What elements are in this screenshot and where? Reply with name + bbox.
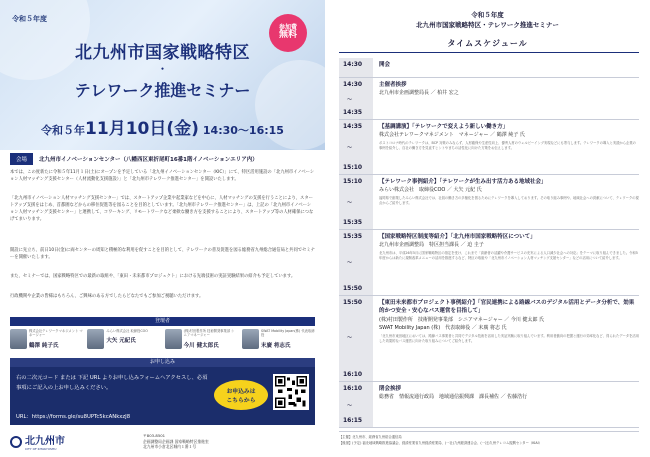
row-heading: 主催者挨拶 (379, 82, 407, 88)
row-body (373, 230, 639, 295)
schedule-row (339, 78, 639, 120)
schedule-row (339, 120, 639, 175)
row-heading: 【テレワーク事例紹介】「テレワークが生み出す活力ある地域社会」 (379, 179, 547, 185)
speaker-name: 大矢 元紀氏 (106, 338, 136, 345)
flyer-back (325, 0, 650, 457)
right-title: 北九州市国家戦略特区・テレワーク推進セミナー (416, 21, 559, 29)
footer-addr-line2: 企画調整局企画課 国家戦略特区推進室 (143, 438, 209, 444)
credits-organizer: 【主催】北九州市、総務省九州総合通信局 (339, 435, 402, 439)
speaker-name: 鶴澤 純子氏 (29, 342, 59, 349)
row-speaker: みらい株式会社 取締役COO ／ 大矢 元紀 氏 (379, 187, 482, 194)
row-description: ポストコロナ時代のテレワークは、BCP 対策のみならず、人材確保や生産性向上、優秀人材のウェルビーイング実現などにも寄与します。テレワークの導入と実践から企業の事例を紹介し、自社の働き方を見直すヒントやまちの活性化に向けた方策をお伝えします。 (379, 141, 636, 151)
row-speaker: 北九州市企画調整局長 ／ 柏井 宏之 (379, 90, 459, 97)
time-end: 14:35 (343, 109, 363, 116)
intro-paragraph-1: 本では、この度新たに令和５年11月１日(土)にオープンを予定している「北九州イノベーションセンター（KIC）」にて、特区活用施設の「北九州市イノベーション人材マッチング支援センター（人材流動化支援施設）」と「北九州市テレワーク推進センター」を開設いたします。 (10, 170, 315, 182)
speaker-org: 株式会社テレワークマネジメント マネージャー (29, 329, 83, 338)
time-start: 15:10 (343, 178, 363, 185)
row-body (373, 382, 639, 427)
footer-city-en: CITY OF KITAKYUSHU (25, 447, 57, 451)
speaker-card (10, 329, 83, 349)
apply-text: 右の二次元コード または 下記 URL よりお申し込みフォームへアクセスし、必須事項にご記入の上お申し込みください。 (16, 375, 208, 391)
schedule-row (339, 230, 639, 296)
row-speaker: 株式会社テレワークマネジメント マネージャー ／ 鶴澤 純子 氏 (379, 132, 525, 139)
row-body (373, 296, 639, 381)
venue-label: 会場 (10, 153, 33, 165)
title-line2: テレワーク推進セミナー (74, 81, 251, 100)
time-start: 15:50 (343, 299, 363, 306)
intro-paragraph-4: また、セミナーでは、国家戦略特区での最新の取組や、「東田・未来都市プロジェクト」における先端技術の実証実験結果の紹介も予定しています。 (10, 274, 296, 279)
avatar (165, 329, 182, 349)
intro-paragraph-3: 開設に先立ち、前日10日(金)に両センターの周知と積極的な利用を促すことを目的として、テレワークの普及促進を図る総務省九州総合通信局と共同でセミナーを開催いたします。 (10, 248, 315, 260)
row-heading: 閉会挨拶 (379, 386, 402, 392)
badge-line1: 参加費 (278, 23, 297, 31)
time-start: 14:35 (343, 123, 363, 130)
qr-code-icon[interactable] (273, 374, 309, 410)
row-speaker: 北九州市企画調整局 特区担当課長 ／ 迫 圭子 (379, 242, 484, 249)
time-start: 14:30 (343, 61, 363, 68)
row-heading: 開会 (379, 62, 391, 68)
speaker-card (165, 329, 238, 349)
city-emblem-icon (10, 436, 22, 448)
time-start: 14:30 (343, 81, 363, 88)
apply-button-line1: お申込みは (226, 389, 256, 395)
speaker-card (242, 329, 315, 349)
credits (339, 431, 639, 446)
intro-paragraph-5: 行政機関や企業の皆様はもちろん、ご興味のある方でしたらどなたでもご参加ご視聴いただけます。 (10, 294, 204, 299)
speaker-name: 末廣 将志氏 (260, 342, 291, 349)
row-heading: 【国家戦略特区制度等紹介】「北九州市国家戦略特区について」 (379, 234, 536, 240)
speaker-name: 今川 健太郎氏 (183, 342, 219, 349)
title-line1: 北九州市国家戦略特区 (75, 43, 250, 63)
footer-addr-line1: 〒803-8501 (143, 432, 166, 438)
time-cell: 14:30 〜 14:35 (339, 78, 373, 119)
schedule-row (339, 296, 639, 382)
footer-city: 北九州市 (25, 436, 65, 447)
time-cell: 15:50 〜 16:10 (339, 296, 373, 381)
time-end: 15:50 (343, 285, 363, 292)
speaker-card (87, 329, 160, 349)
era-label: 令和５年度 (12, 15, 47, 23)
footer-address (143, 433, 209, 450)
row-heading: 【基調講演】「テレワークで変えよう新しい働き方」 (379, 124, 509, 130)
row-body (373, 78, 639, 119)
schedule-title: タイムスケジュール (447, 39, 528, 48)
row-description: 福岡県で創業したみらい株式会社では、社員の働き方の多様化を図るためにテレワークを導入しております。その取り組み事例や、地域社会への貢献について、テレワークの視点からご紹介します。 (379, 196, 639, 206)
row-description: 北九州市は、平成26年5月に国家戦略特区の指定を受け、これまで「高齢者の活躍や介護サービスの充実による人口減少社会への対応」をテーマに取り組んできました。令和5年度からは新たに規制改革メニューの活用を推進するなど、特区の取組や「北九州市イノベーション人材マッチング支援センター」などの活用について紹介します。 (379, 251, 638, 261)
schedule-row (339, 58, 639, 78)
row-speaker: 総務省 情報流通行政局 地域通信振興課 課長補佐 ／ 佐藤浩行 (379, 394, 528, 401)
time-end: 15:10 (343, 164, 363, 171)
time-start: 16:10 (343, 385, 363, 392)
schedule-row (339, 382, 639, 428)
venue-value: 北九州市イノベーションセンター（八幡西区東折尾町16番1階イノベーションエリア内） (39, 157, 258, 163)
row-body (373, 120, 639, 174)
right-era: 令和５年度 (471, 11, 504, 19)
footer (10, 428, 315, 455)
time-end: 15:35 (343, 219, 363, 226)
date-main: 11月10日(金) (85, 119, 199, 139)
speakers-header: 登壇者 (10, 317, 315, 326)
apply-box (10, 367, 315, 425)
venue (10, 152, 315, 166)
speaker-org: みらい株式会社 取締役COO (106, 329, 148, 333)
time-end: 16:10 (343, 371, 363, 378)
badge-line2: 無料 (278, 30, 297, 41)
time-cell (339, 58, 373, 77)
time-cell: 15:35 〜 15:50 (339, 230, 373, 295)
city-logo (10, 432, 65, 451)
speaker-org: (株)村田製作所 技術開発事業部 シニアマネージャー (183, 329, 235, 338)
footer-addr-line3: 北九州市小倉北区城内１番１号 (143, 444, 197, 450)
apply-header: お申し込み (10, 358, 315, 367)
hero-banner (0, 0, 325, 150)
date-prefix: 令和５年 (41, 124, 86, 137)
row-body (373, 58, 639, 77)
apply-button-line2: こちらから (226, 398, 256, 404)
speaker-org: SWAT Mobility Japan(株) 代表取締役 (260, 329, 315, 338)
apply-url-link[interactable]: URL：https://forms.gle/su8UPTc5kcANkxzJ8 (16, 414, 131, 420)
time-start: 15:35 (343, 233, 363, 240)
event-date (0, 114, 325, 139)
divider (339, 52, 639, 53)
row-description: 「北九州市東田地区においては、路線バス事業者と共同でデジタル技術を活用した実証実験に取り組んでいます。利用者動向の把握と運行の効率化など、得られたデータを活用した効果的なバス運営に向けた取り組みについてご紹介します。 (379, 333, 639, 343)
avatar (87, 329, 104, 349)
time-end: 16:15 (343, 417, 363, 424)
speakers-list (10, 329, 315, 349)
schedule-row (339, 175, 639, 230)
row-heading: 【東田未来都市プロジェクト事例紹介】「官民連携による路線バスのデジタル活用とデータ分析で、効果的かつ安全・安心なバス運営を目指して」 (379, 300, 635, 315)
title-separator: ・ (156, 62, 169, 76)
date-time: 14:30〜16:15 (202, 124, 284, 137)
time-cell: 14:35 〜 15:10 (339, 120, 373, 174)
credits-supporters: 【後援】(予定) 福北地域戦略推進協議会、経済産業省九州経済産業局、(一社)九州経済連合会、(一社)九州テレコム振興センター（KIAI） (339, 440, 542, 445)
row-speaker: (株)村田製作所 技術開発事業部 シニアマネージャー ／ 今川 健太郎 氏 SWAT Mobility Japan (株) 代表取締役 ／ 末廣 将志 氏 (379, 316, 545, 331)
time-cell: 15:10 〜 15:35 (339, 175, 373, 229)
time-cell: 16:10 〜 16:15 (339, 382, 373, 427)
row-body (373, 175, 639, 229)
avatar (10, 329, 27, 349)
intro-paragraph-2: 「北九州市イノベーション人材マッチング支援センター」では、スタートアップ企業や起業家などを中心に、人材マッチングの支援を行うことにより、スタートアップ支援をはじめ、首都圏などからの移住促進等を図ることを目的としています。「北九州市テレワーク推進センター」は、上記の「北九州市イノベーション人材マッチング支援センター」と連携して、コワーキング、リモートワークなど柔軟な働き方を支援することにより、スタートアップ等の人材確保につなげてまいります。 (10, 196, 314, 222)
apply-button[interactable] (214, 380, 268, 410)
avatar (242, 329, 259, 349)
